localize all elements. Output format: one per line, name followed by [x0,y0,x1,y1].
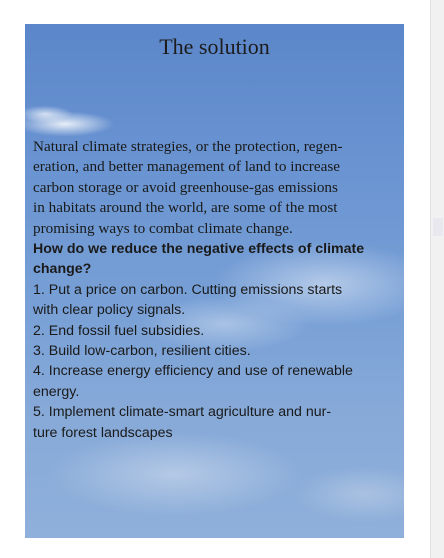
list-line: energy. [33,383,80,400]
list-line: 2. End fossil fuel subsidies. [33,322,205,339]
intro-line: carbon storage or avoid greenhouse-gas emissions [33,178,338,196]
document-page [25,24,404,538]
intro-line: Natural climate strategies, or the protection, regen- [33,138,343,155]
page-title: The solution [159,34,270,59]
intro-line: in habitats around the world, are some of the most [33,199,338,217]
page-body [33,137,395,443]
list-line: 5. Implement climate-smart agriculture and nur- [33,404,332,421]
list-line: 3. Build low-carbon, resilient cities. [33,343,251,360]
question-heading [33,239,395,280]
solutions-list [33,280,395,443]
intro-paragraph [33,137,395,239]
list-line: 1. Put a price on carbon. Cutting emissions starts [33,281,343,298]
scrollbar-track[interactable] [430,0,444,558]
question-line: change? [33,261,92,278]
list-line: 4. Increase energy efficiency and use of renewable [33,363,353,380]
scrollbar-thumb[interactable] [433,218,443,236]
intro-line: promising ways to combat climate change. [33,219,293,237]
question-line: How do we reduce the negative effects of climate [33,241,365,258]
intro-line: eration, and better management of land to increase [33,158,340,176]
list-line: ture forest landscapes [33,424,173,441]
list-line: with clear policy signals. [33,302,186,319]
